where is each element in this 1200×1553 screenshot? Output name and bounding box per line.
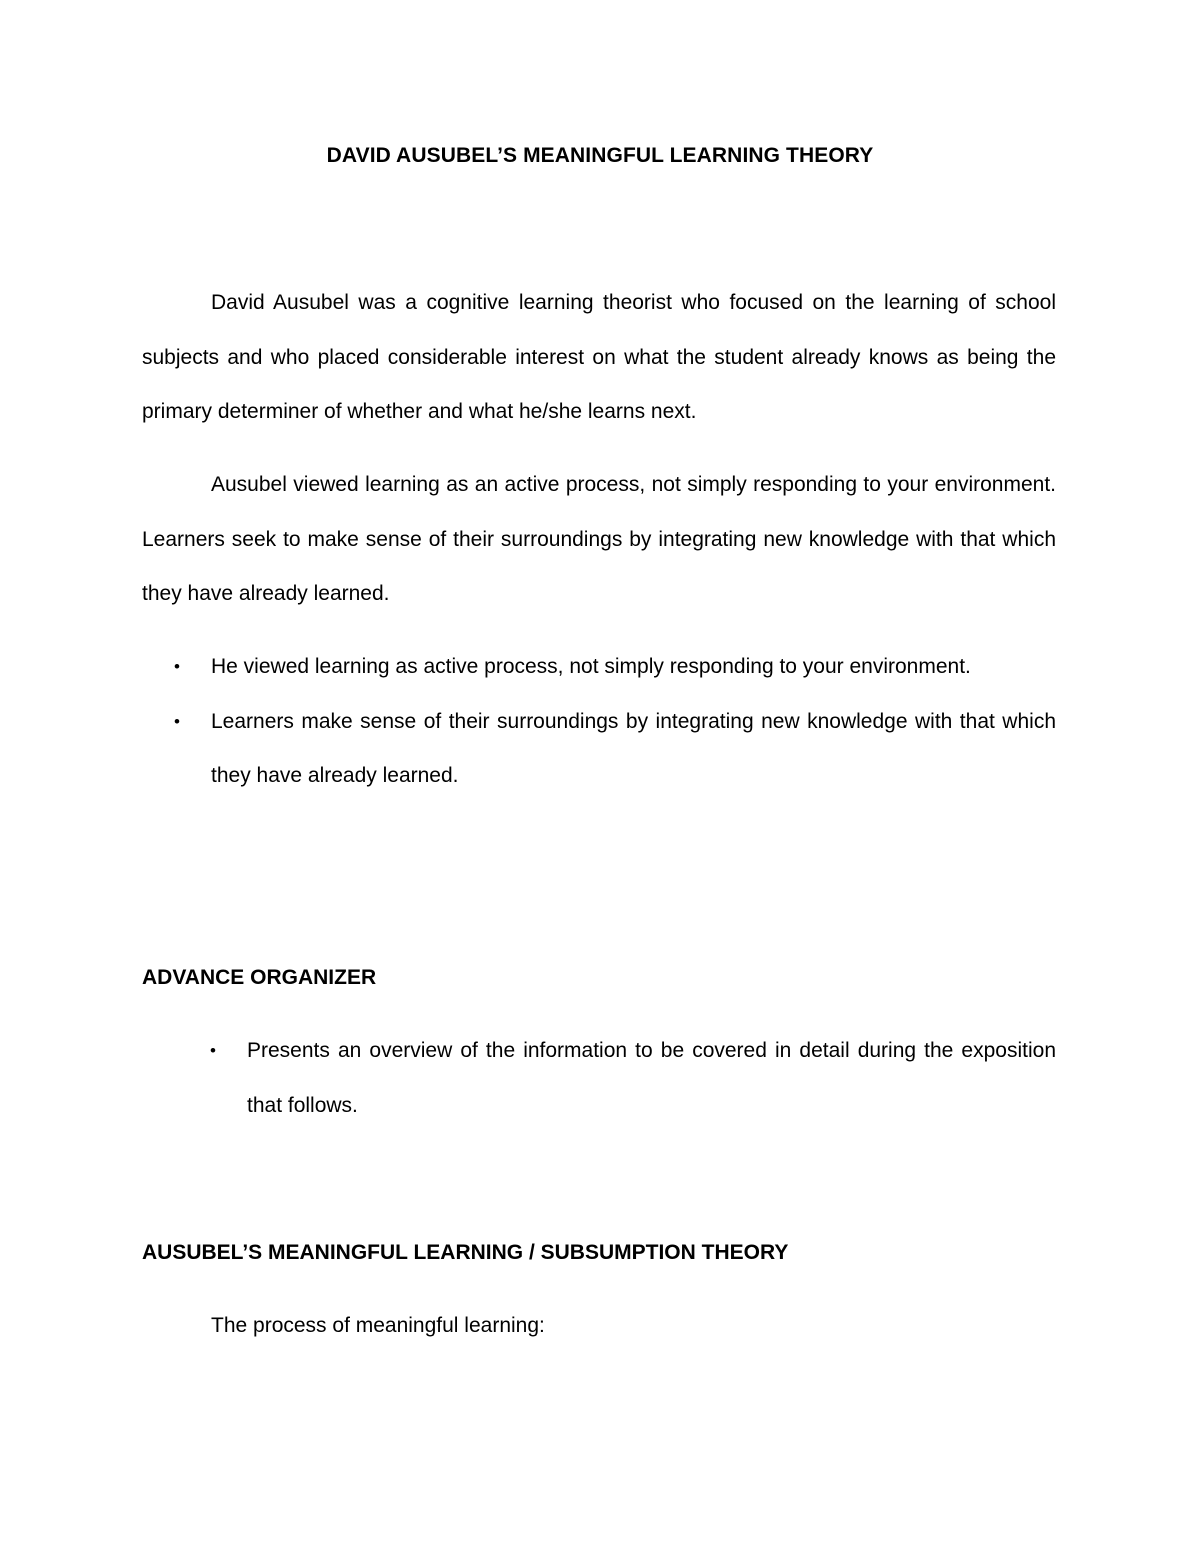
bullet-list bbox=[142, 640, 1056, 804]
list-item-text: Learners make sense of their surroundings by integrating new knowledge with that which they have already learned. bbox=[211, 709, 1056, 787]
list-item bbox=[142, 695, 1056, 804]
list-item-text: Presents an overview of the information to be covered in detail during the exposition that follows. bbox=[247, 1039, 1056, 1117]
bullet-icon: • bbox=[174, 657, 180, 676]
paragraph bbox=[142, 458, 1056, 622]
paragraph-text: Ausubel viewed learning as an active process, not simply responding to your environment. Learners seek to make sense of their surroundings by integrating new knowledge with that which they have already learned. bbox=[142, 473, 1056, 605]
paragraph-text: David Ausubel was a cognitive learning theorist who focused on the learning of school subjects and who placed considerable interest on what the student already knows as being the primary determiner of whether and what he/she learns next. bbox=[142, 291, 1056, 423]
document-title: DAVID AUSUBEL’S MEANINGFUL LEARNING THEORY bbox=[326, 144, 874, 167]
list-item bbox=[142, 1024, 1056, 1133]
section-heading: AUSUBEL’S MEANINGFUL LEARNING / SUBSUMPTION THEORY bbox=[142, 1241, 789, 1264]
list-item-text: He viewed learning as active process, not simply responding to your environment. bbox=[211, 655, 971, 678]
bullet-icon: • bbox=[174, 711, 180, 731]
section-heading: ADVANCE ORGANIZER bbox=[142, 966, 377, 989]
paragraph bbox=[142, 276, 1056, 440]
bullet-list bbox=[142, 1024, 1056, 1133]
bullet-icon: • bbox=[210, 1041, 216, 1060]
list-item bbox=[142, 640, 1056, 695]
paragraph-text: The process of meaningful learning: bbox=[211, 1314, 545, 1337]
